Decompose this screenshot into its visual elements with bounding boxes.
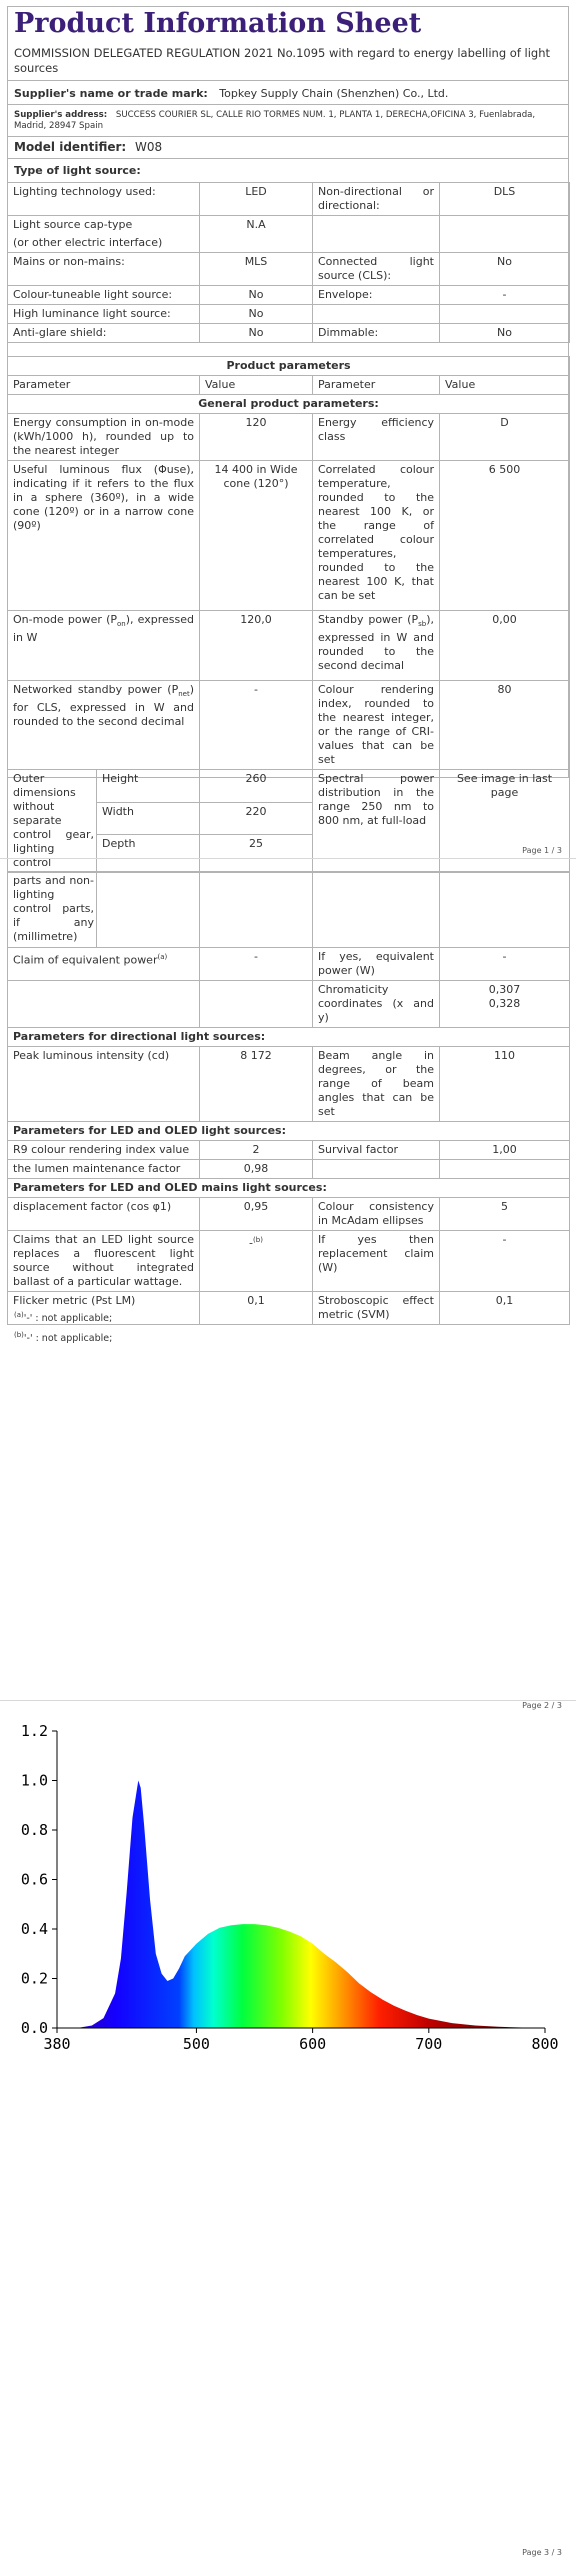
page-title: Product Information Sheet: [14, 8, 422, 39]
footnote-a: $^{(a)}$'-' : not applicable;: [14, 1311, 113, 1325]
spectral-power-chart: [0, 1721, 576, 2051]
general-parameters-heading: General product parameters:: [8, 395, 570, 414]
y-tick-label: 0.8: [20, 1821, 48, 1839]
table-row: Depth 25: [8, 835, 570, 873]
divider: [7, 80, 569, 81]
model-label: Model identifier:: [14, 140, 127, 154]
y-tick-label: 0.6: [20, 1870, 48, 1889]
table-row: Flicker metric (Pst LM) 0,1 Stroboscopic effect metric (SVM) 0,1: [8, 1292, 570, 1325]
type-table: [7, 182, 570, 343]
page-2: [0, 858, 576, 1710]
divider: [7, 136, 569, 137]
table-row: [8, 1122, 570, 1141]
table-row: Energy consumption in on-mode (kWh/1000 h), rounded up to the nearest integer 120 Energy efficiency class D: [8, 414, 570, 461]
table-row: Claims that an LED light source replaces a fluorescent light source without integrated ballast of a particular wattage. -$^{(b)}$ If yes then replacement claim (W) -: [8, 1231, 570, 1292]
table-row: [8, 395, 570, 414]
model-identifier: [14, 140, 162, 154]
table-row: Claim of equivalent power$^{(a)}$ - If yes, equivalent power (W) -: [8, 948, 570, 981]
table-row: Anti-glare shield: No Dimmable: No: [8, 324, 570, 343]
params-table: [7, 356, 570, 873]
supplier-address-value: SUCCESS COURIER SL, CALLE RIO TORMES NUM. 1, PLANTA 1, DERECHA,OFICINA 3, Fuenlabrada, Madrid, 28947 Spain: [14, 110, 536, 131]
directional-heading: Parameters for directional light sources:: [8, 1028, 570, 1047]
x-tick-label: 600: [299, 2035, 327, 2051]
divider: [7, 158, 569, 159]
page-number: Page 3 / 3: [522, 2548, 562, 2557]
supplier-name-label: Supplier's name or trade mark:: [14, 87, 208, 100]
y-tick-label: 0.4: [20, 1920, 48, 1938]
table-row: [8, 1179, 570, 1198]
regulation-text: COMMISSION DELEGATED REGULATION 2021 No.1095 with regard to energy labelling of light sources: [14, 46, 551, 75]
table-row: Lighting technology used: LED Non-directional or directional: DLS: [8, 183, 570, 216]
page-number: Page 2 / 3: [522, 1701, 562, 1710]
table-row: Useful luminous flux (Φuse), indicating if it refers to the flux in a sphere (360º), in a wide cone (120º) or in a narrow cone (90º) 14 400 in Wide cone (120°) Correlated colour temperature, rounded to the nearest 100 K, or the range of correlated colour temperatures, rounded to the nearest 100 K, that can be set 6 500: [8, 461, 570, 611]
spectrum-area: [57, 1781, 545, 2029]
y-tick-label: 0.0: [20, 2019, 48, 2037]
x-tick-label: 380: [43, 2035, 71, 2051]
table-row: parts and non-lighting control parts, if any (millimetre): [8, 872, 570, 948]
type-section-heading: Type of light source:: [14, 164, 141, 177]
table-row: Chromaticity coordinates (x and y) 0,307 0,328: [8, 981, 570, 1028]
y-tick-label: 1.0: [20, 1771, 48, 1790]
y-tick-label: 0.2: [20, 1969, 48, 1988]
x-tick-label: 700: [415, 2035, 443, 2051]
table-row: Outer dimensions without separate control gear, lighting control Height 260 Spectral power distribution in the range 250 nm to 800 nm, at full-load See image in last page: [8, 770, 570, 803]
table-row: the lumen maintenance factor 0,98: [8, 1160, 570, 1179]
mains-heading: Parameters for LED and OLED mains light sources:: [8, 1179, 570, 1198]
page-1: [0, 0, 576, 869]
table-row: Parameter Value Parameter Value: [8, 376, 570, 395]
led-heading: Parameters for LED and OLED light sources:: [8, 1122, 570, 1141]
x-tick-label: 800: [531, 2035, 559, 2051]
divider: [7, 104, 569, 105]
table-row: Mains or non-mains: MLS Connected light source (CLS): No: [8, 253, 570, 286]
table-row: [8, 1028, 570, 1047]
table-row: Light source cap-type (or other electric interface) N.A: [8, 216, 570, 253]
table-row: Width 220: [8, 802, 570, 835]
table-row: Peak luminous intensity (cd) 8 172 Beam angle in degrees, or the range of beam angles that can be set 110: [8, 1047, 570, 1122]
supplier-address-label: Supplier's address:: [14, 110, 108, 120]
x-tick-label: 500: [182, 2035, 210, 2051]
table-row: displacement factor (cos φ1) 0,95 Colour consistency in McAdam ellipses 5: [8, 1198, 570, 1231]
params-table-continued: [7, 871, 570, 1325]
model-value: W08: [135, 140, 163, 154]
supplier-name: [14, 87, 448, 100]
table-row: Networked standby power $(P_{net})$ for CLS, expressed in W and rounded to the second decimal - Colour rendering index, rounded to the nearest integer, or the range of CRI-values that can be set 80: [8, 681, 570, 770]
table-row: High luminance light source: No: [8, 305, 570, 324]
footnote-b: $^{(b)}$'-' : not applicable;: [14, 1331, 113, 1345]
table-row: [8, 357, 570, 376]
y-tick-label: 1.2: [20, 1722, 48, 1740]
supplier-name-value: Topkey Supply Chain (Shenzhen) Co., Ltd.: [219, 87, 449, 100]
table-row: R9 colour rendering index value 2 Survival factor 1,00: [8, 1141, 570, 1160]
product-parameters-heading: Product parameters: [8, 357, 570, 376]
page-number: Page 1 / 3: [522, 846, 562, 855]
supplier-address: [14, 110, 562, 135]
table-row: Colour-tuneable light source: No Envelope: -: [8, 286, 570, 305]
table-row: On-mode power $(P_{on})$, expressed in W 120,0 Standby power $(P_{sb})$, expressed in W and rounded to the second decimal 0,00: [8, 611, 570, 681]
page-3: [0, 1700, 576, 2561]
